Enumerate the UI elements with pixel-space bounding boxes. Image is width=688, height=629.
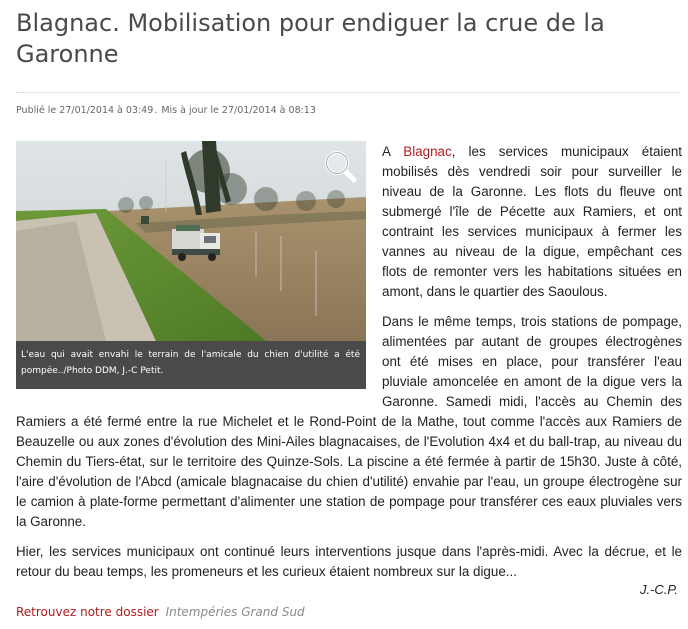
dossier-label: Retrouvez notre dossier (16, 605, 159, 619)
paragraph-2: Dans le même temps, trois stations de pompage, alimentées par autant de groupes électrogènes ont été mises en place, pour transférer l'eau pluviale amoncelée en amont de la digue vers la Garonne. Samedi midi, l'accès au Chemin des Ramiers a été fermé entre la rue Michelet et le Rond-Point de la Mathe, tout comme l'accès aux Ramiers de Beauzelle ou aux zones d'évolution des Mini-Ailes blagnacaises, de l'Evolution 4x4 et du ball-trap, au niveau du Chemin du Tiers-état, sur le territoire des Quinze-Sols. La piscine a été fermée à partir de 15h30. Juste à côté, l'aire d'évolution de l'Abcd (amicale blagnacaise du chien d'utilité) envahie par l'eau, un groupe électrogène sur le camion à plate-forme permettant d'alimenter une station de pompage pour transférer ces eaux pluviales vers la Garonne. (16, 314, 682, 529)
figure-spacer (16, 142, 382, 393)
dossier-footer (16, 605, 305, 619)
dossier-link[interactable]: Intempéries Grand Sud (165, 605, 305, 619)
author-signature: J.-C.P. (639, 582, 678, 597)
article-body (16, 142, 682, 582)
paragraph-3: Hier, les services municipaux ont continué leurs interventions jusque dans l'après-midi. Avec la décrue, et le retour du beau temps, les promeneurs et les curieux étaient nombreux sur la digue... (16, 544, 682, 579)
published-date: 27/01/2014 à 03:49 (59, 105, 154, 116)
updated-date: 27/01/2014 à 08:13 (221, 105, 316, 116)
meta-divider (16, 92, 680, 93)
blagnac-link[interactable]: Blagnac (403, 144, 452, 159)
article-meta (16, 105, 316, 116)
article-title: Blagnac. Mobilisation pour endiguer la crue de la Garonne (16, 9, 605, 68)
paragraph-1-prefix: A (382, 144, 404, 159)
image-caption: L'eau qui avait envahi le terrain de l'amicale du chien d'utilité a été pompée../Photo DDM, J.-C Petit. (16, 341, 366, 389)
paragraph-1-text: , les services municipaux étaient mobilisés dès vendredi soir pour surveiller le niveau de la Garonne. Les flots du fleuve ont submergé l'île de Pécette aux Ramiers, et ont contraint les services municipaux à fermer les vannes au niveau de la digue, empêchant ces flots de remonter vers les habitations situées en amont, dans le quartier des Saoulous. (382, 144, 682, 299)
published-label: Publié le (16, 105, 57, 116)
meta-separator: . (154, 105, 158, 116)
updated-label: Mis à jour le (161, 105, 219, 116)
